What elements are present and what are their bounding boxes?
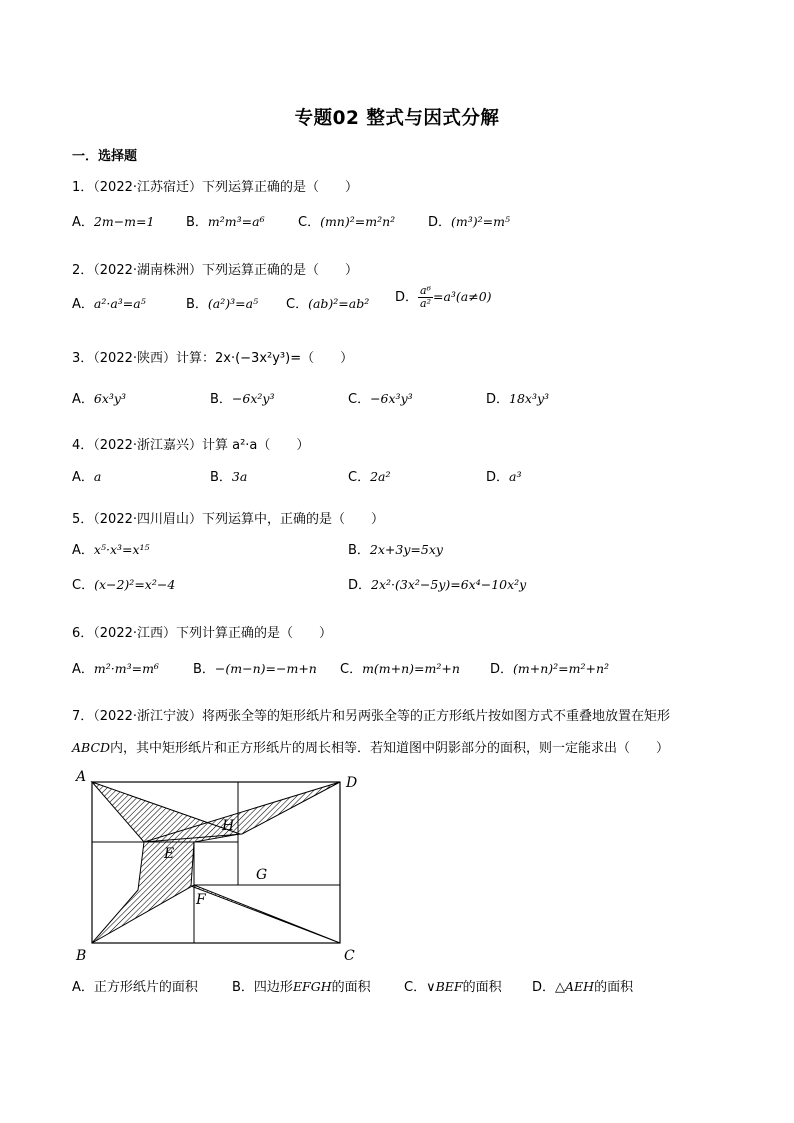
q6-option-b[interactable]: B．−(m−n)=−m+n: [193, 661, 317, 677]
question-7-options: [72, 976, 722, 996]
q2-option-c[interactable]: C．(ab)²=ab²: [286, 296, 370, 312]
q4-option-a[interactable]: A．a: [72, 469, 102, 485]
section-heading: 一．选择题: [72, 149, 138, 164]
q3-option-c[interactable]: C．−6x³y³: [348, 391, 413, 407]
label-h: H: [222, 818, 235, 834]
q7-option-a[interactable]: A．正方形纸片的面积: [72, 980, 198, 995]
question-5-options-row2: [72, 574, 722, 594]
label-b: B: [76, 948, 87, 962]
question-3-options: [72, 388, 722, 408]
q4-option-b[interactable]: B．3a: [210, 469, 248, 485]
question-7-figure: [70, 768, 370, 962]
question-1-options: [72, 211, 722, 231]
question-2-options: [72, 284, 722, 313]
label-g: G: [256, 867, 268, 883]
question-5-stem: 5．（2022·四川眉山）下列运算中，正确的是（ ）: [72, 512, 384, 527]
question-6-stem: 6．（2022·江西）下列计算正确的是（ ）: [72, 626, 332, 641]
question-4-stem: 4．（2022·浙江嘉兴）计算 a²·a（ ）: [72, 438, 310, 453]
question-3-stem: 3．（2022·陕西）计算：2x·(−3x²y³)=（ ）: [72, 351, 354, 366]
question-7-stem-line2: ABCD内，其中矩形纸片和正方形纸片的周长相等．若知道图中阴影部分的面积，则一定能求出（ ）: [72, 740, 670, 756]
q2-option-d[interactable]: D． $\frac{\text{a⁶}}{\text{a²}}$ =a³(a≠0): [395, 284, 492, 310]
q4-option-d[interactable]: D．a³: [486, 469, 522, 485]
q3-option-b[interactable]: B．−6x²y³: [210, 391, 275, 407]
q4-option-c[interactable]: C．2a²: [348, 469, 391, 485]
q6-option-a[interactable]: A．m²·m³=m⁶: [72, 661, 159, 677]
q3-option-a[interactable]: A．6x³y³: [72, 391, 126, 407]
page-title: 专题02 整式与因式分解: [294, 108, 500, 129]
q5-option-b[interactable]: B．2x+3y=5xy: [348, 542, 443, 558]
label-f: F: [196, 892, 206, 908]
question-6-options: [72, 658, 722, 678]
q2-option-b[interactable]: B．(a²)³=a⁵: [186, 296, 259, 312]
q7-option-d[interactable]: D．△AEH的面积: [532, 979, 634, 995]
label-d: D: [346, 775, 358, 791]
q1-option-b[interactable]: B．m²m³=a⁶: [186, 214, 265, 230]
question-7-stem-line1: 7．（2022·浙江宁波）将两张全等的矩形纸片和另两张全等的正方形纸片按如图方式不重叠地放置在矩形: [72, 709, 670, 724]
label-e: E: [164, 846, 175, 862]
question-1-stem: 1．（2022·江苏宿迁）下列运算正确的是（ ）: [72, 180, 358, 195]
question-4-options: [72, 466, 722, 486]
q1-option-c[interactable]: C．(mn)²=m²n²: [298, 214, 396, 230]
q1-option-d[interactable]: D．(m³)²=m⁵: [428, 214, 510, 230]
label-c: C: [344, 948, 355, 962]
fraction: $\frac{\text{a⁶}}{\text{a²}}$: [420, 284, 431, 310]
shaded-region: [92, 782, 340, 943]
q6-option-d[interactable]: D．(m+n)²=m²+n²: [490, 661, 610, 677]
q5-option-a[interactable]: A．x⁵·x³=x¹⁵: [72, 542, 150, 558]
question-5-options-row1: [72, 539, 722, 559]
q6-option-c[interactable]: C．m(m+n)=m²+n: [340, 661, 460, 677]
q5-option-c[interactable]: C．(x−2)²=x²−4: [72, 577, 176, 593]
q2-option-a[interactable]: A．a²·a³=a⁵: [72, 296, 146, 312]
q1-option-a[interactable]: A．2m−m=1: [72, 214, 155, 230]
q7-option-b[interactable]: B．四边形EFGH的面积: [232, 979, 371, 995]
q3-option-d[interactable]: D．18x³y³: [486, 391, 550, 407]
q5-option-d[interactable]: D．2x²·(3x²−5y)=6x⁴−10x²y: [348, 577, 527, 593]
q7-option-c[interactable]: C．∨BEF的面积: [404, 979, 502, 995]
label-a: A: [76, 769, 87, 785]
question-2-stem: 2．（2022·湖南株洲）下列运算正确的是（ ）: [72, 263, 358, 278]
